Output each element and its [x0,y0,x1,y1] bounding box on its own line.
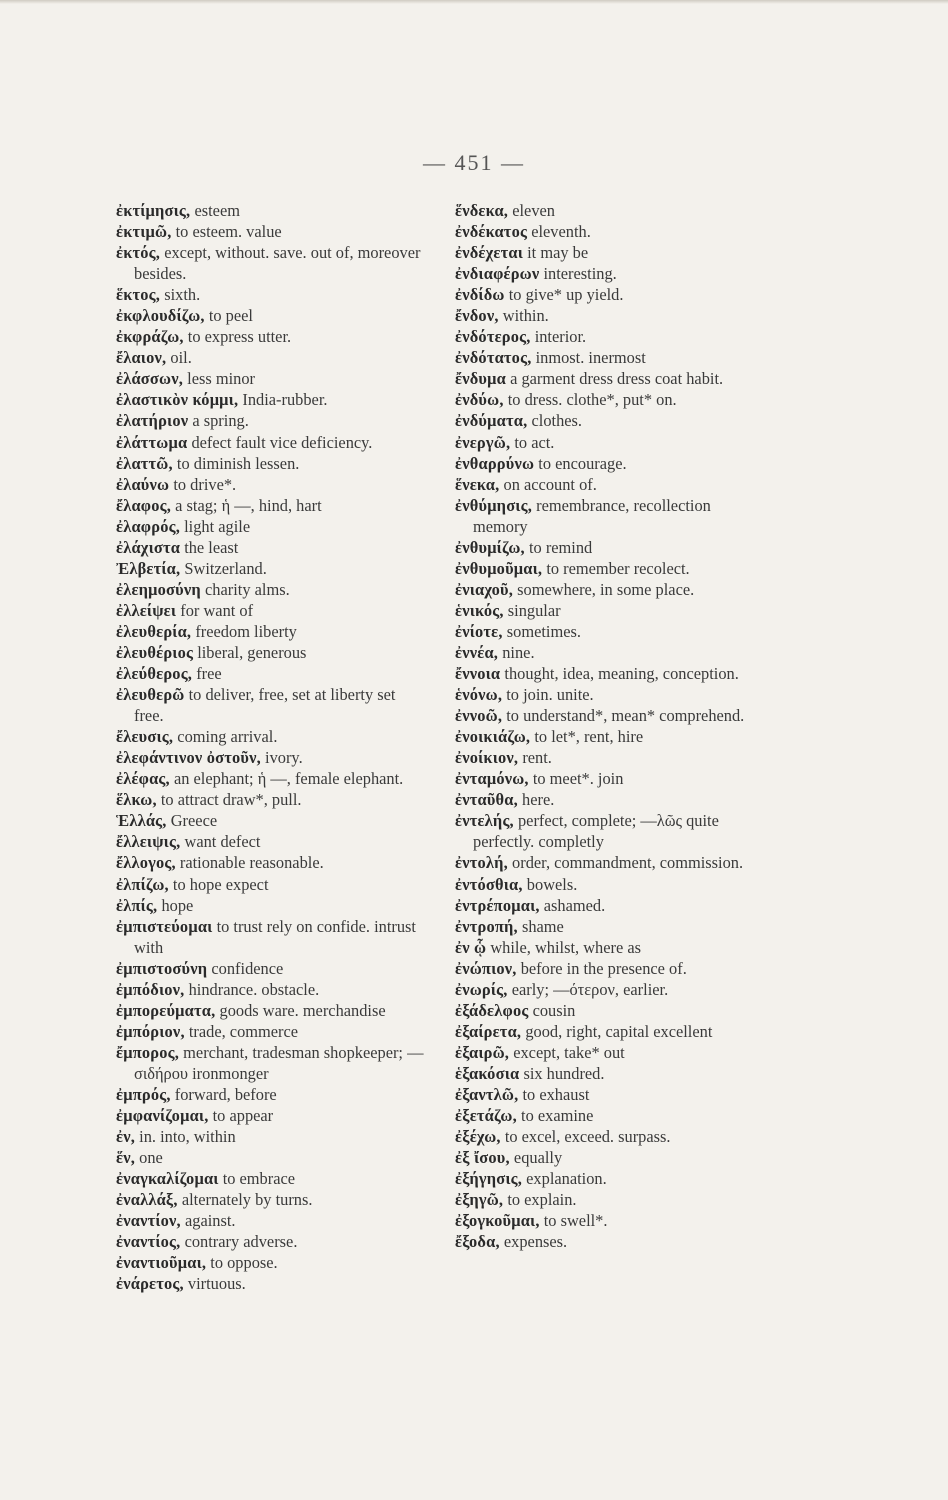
english-definition: for want of [180,600,254,620]
greek-headword: ἐνωρίς, [455,979,508,999]
dictionary-entry [455,453,767,474]
dictionary-entry [455,1210,767,1231]
english-definition: cousin [532,1000,576,1020]
dictionary-entry [455,1021,767,1042]
greek-headword: ἐκφράζω, [116,327,184,347]
dictionary-entry [116,874,426,895]
greek-headword: ἐλευθερῶ [116,685,185,705]
dictionary-entry [455,1168,767,1189]
greek-headword: ἐλαύνω [116,474,170,494]
dictionary-entry [455,410,767,431]
greek-headword: ἐνδότερος, [455,327,531,347]
greek-headword: ἐκτιμῶ, [116,222,172,242]
dictionary-entry [455,495,767,537]
greek-headword: ἐκφλουδίζω, [116,306,205,326]
english-definition: to encourage. [538,453,627,473]
dictionary-entry [116,810,426,831]
dictionary-entry [116,305,426,326]
english-definition: ivory. [265,748,303,768]
dictionary-entry [116,684,426,726]
greek-headword: ἐναλλάξ, [116,1190,178,1210]
greek-headword: ἐκτός, [116,243,161,263]
english-definition: nine. [502,642,535,662]
greek-headword: ἐναγκαλίζομαι [116,1169,219,1189]
greek-headword: ἐλευθέριος [116,642,194,662]
english-definition: to give* up yield. [508,285,624,305]
dictionary-entry [116,1168,426,1189]
greek-headword: ἐντόσθια, [455,874,523,894]
greek-headword: ἐξαντλῶ, [455,1084,519,1104]
dictionary-entry [455,305,767,326]
english-definition: to meet*. join [532,769,624,789]
english-definition: oil. [170,348,192,368]
dictionary-entry [116,1042,426,1084]
greek-headword: ἐντρέπομαι, [455,895,540,915]
dictionary-entry [116,1252,426,1273]
english-definition: except, take* out [513,1042,625,1062]
english-definition: to appear [212,1106,274,1126]
dictionary-entry [116,663,426,684]
dictionary-entry [116,221,426,242]
english-definition: shame [521,916,564,936]
english-definition: order, commandment, commission. [512,853,744,873]
greek-headword: ἔλαιον, [116,348,167,368]
greek-headword: ἔλαφος, [116,495,172,515]
greek-headword: ἔνδον, [455,306,499,326]
dictionary-entry [455,621,767,642]
greek-headword: ἐνδιαφέρων [455,264,540,284]
greek-headword: ἐνεργῶ, [455,432,511,452]
greek-headword: ἐλαφρός, [116,516,181,536]
dictionary-entry [116,852,426,873]
english-definition: against. [184,1211,236,1231]
english-definition: contrary adverse. [184,1232,298,1252]
greek-headword: ἐξαίρετα, [455,1021,522,1041]
dictionary-entry [455,768,767,789]
greek-headword: ἐλαστικὸν κόμμι, [116,390,239,410]
english-definition: to remember recolect. [546,558,690,578]
dictionary-entry [116,432,426,453]
greek-headword: ἐλάχιστα [116,537,181,557]
dictionary-entry [455,789,767,810]
english-definition: to esteem. value [175,222,282,242]
dictionary-entry [455,389,767,410]
dictionary-entry [455,1147,767,1168]
dictionary-entry [116,453,426,474]
english-definition: light agile [184,516,251,536]
english-definition: free [196,664,222,684]
english-definition: early; —ότερον, earlier. [511,979,669,999]
dictionary-entry [455,726,767,747]
dictionary-entry [455,1126,767,1147]
english-definition: rent. [522,748,552,768]
dictionary-entry [455,242,767,263]
english-definition: eleventh. [531,222,591,242]
dictionary-entry [455,368,767,389]
dictionary-entry [116,916,426,958]
greek-headword: ἐνώπιον, [455,958,517,978]
english-definition: trade, commerce [188,1021,299,1041]
greek-headword: ἐξαιρῶ, [455,1042,510,1062]
greek-headword: ἐντολή, [455,853,508,873]
english-definition: to oppose. [210,1253,278,1273]
english-definition: hindrance. obstacle. [188,979,320,999]
english-definition: confidence [211,958,284,978]
greek-headword: ἐξηγῶ, [455,1190,504,1210]
dictionary-entry [116,726,426,747]
greek-headword: ἑνικός, [455,600,504,620]
english-definition: explanation. [526,1169,607,1189]
english-definition: the least [184,537,239,557]
dictionary-entry [116,789,426,810]
english-definition: goods ware. merchandise [219,1000,386,1020]
english-definition: eleven [512,201,555,220]
dictionary-entry [455,684,767,705]
english-definition: to express utter. [187,327,292,347]
greek-headword: ἐλεημοσύνη [116,579,201,599]
english-definition: rationable reasonable. [179,853,324,873]
greek-headword: ἔλευσις, [116,727,174,747]
greek-headword: ἐξογκοῦμαι, [455,1211,540,1231]
greek-headword: Ἑλλάς, [116,811,167,831]
dictionary-entry [455,705,767,726]
dictionary-entry [116,284,426,305]
greek-headword: ἐμπόριον, [116,1021,185,1041]
dictionary-entry [455,663,767,684]
dictionary-entry [455,263,767,284]
dictionary-entry [455,1063,767,1084]
greek-headword: ἐνάρετος, [116,1274,184,1294]
dictionary-entry [116,1126,426,1147]
dictionary-entry [455,1231,767,1252]
dictionary-entry [455,747,767,768]
english-definition: an elephant; ἡ —, female elephant. [173,769,404,789]
english-definition: forward, before [174,1084,277,1104]
dictionary-entry [455,642,767,663]
dictionary-entry [455,474,767,495]
dictionary-entry [116,958,426,979]
english-definition: to explain. [507,1190,577,1210]
english-definition: to exhaust [522,1084,590,1104]
page-top-edge [0,0,948,4]
dictionary-entry [116,600,426,621]
english-definition: to trust rely on confide. intrust with [134,916,416,957]
english-definition: alternately by turns. [181,1190,313,1210]
greek-headword: ἐλατήριον [116,411,189,431]
english-definition: to join. unite. [506,685,594,705]
dictionary-entry [116,326,426,347]
english-definition: to swell*. [543,1211,608,1231]
dictionary-entry [116,516,426,537]
english-definition: remembrance, recollection memory [473,495,711,536]
english-definition: to dress. clothe*, put* on. [507,390,677,410]
dictionary-entry [455,326,767,347]
greek-headword: ἐνδότατος, [455,348,532,368]
dictionary-entry [116,1231,426,1252]
greek-headword: ἐνθαρρύνω [455,453,535,473]
dictionary-entry [455,558,767,579]
english-definition: inmost. inermost [535,348,646,368]
english-definition: bowels. [526,874,578,894]
page-number: — 451 — [423,150,525,175]
english-definition: perfect, complete; —λῶς quite perfectly. completly [473,811,719,852]
english-definition: interior. [534,327,587,347]
greek-headword: ἐλάττωμα [116,432,188,452]
english-definition: except, without. save. out of, moreover besides. [134,243,421,284]
greek-headword: ἔννοια [455,664,501,684]
english-definition: while, whilst, where as [490,937,641,957]
dictionary-entry [455,1042,767,1063]
greek-headword: ἐνδέχεται [455,243,523,263]
english-definition: Greece [170,811,218,831]
greek-headword: ἐλάσσων, [116,369,184,389]
english-definition: to excel, exceed. surpass. [504,1127,671,1147]
dictionary-entry [116,895,426,916]
english-definition: it may be [527,243,589,263]
dictionary-entry [455,284,767,305]
greek-headword: ἔξοδα, [455,1232,500,1252]
greek-headword: ἐλέφας, [116,769,170,789]
greek-headword: ἐνδύω, [455,390,504,410]
dictionary-entry [116,579,426,600]
english-definition: liberal, generous [197,642,307,662]
greek-headword: ἕλκω, [116,790,157,810]
greek-headword: ἐνοίκιον, [455,748,519,768]
dictionary-entry [455,874,767,895]
english-definition: to hope expect [172,874,269,894]
english-definition: in. into, within [139,1127,236,1147]
english-definition: a stag; ἡ —, hind, hart [175,495,322,515]
greek-headword: ἐξετάζω, [455,1106,517,1126]
left-column [116,200,426,1294]
english-definition: within. [502,306,549,326]
dictionary-entry [116,389,426,410]
dictionary-entry [116,642,426,663]
greek-headword: ἕν, [116,1148,136,1168]
dictionary-entry [455,200,767,221]
dictionary-entry [455,221,767,242]
english-definition: interesting. [543,264,617,284]
greek-headword: ἐνιαχοῦ, [455,579,514,599]
dictionary-entry [455,1000,767,1021]
english-definition: to deliver, free, set at liberty set free. [134,685,396,726]
english-definition: coming arrival. [177,727,278,747]
dictionary-entry [116,621,426,642]
dictionary-entry [455,937,767,958]
english-definition: singular [507,600,561,620]
english-definition: to examine [521,1106,594,1126]
english-definition: a garment dress dress coat habit. [510,369,724,389]
greek-headword: ἐνθυμίζω, [455,537,525,557]
dictionary-entry [455,895,767,916]
greek-headword: ἕκτος, [116,285,161,305]
english-definition: less minor [187,369,255,389]
english-definition: on account of. [503,474,597,494]
dictionary-entry [116,1210,426,1231]
greek-headword: ἐλευθερία, [116,621,192,641]
greek-headword: ἐνδίδω [455,285,505,305]
dictionary-entry [116,242,426,284]
greek-headword: ἐννέα, [455,642,499,662]
dictionary-entry [116,747,426,768]
greek-headword: ἐλλείψει [116,600,177,620]
dictionary-entry [455,916,767,937]
dictionary-entry [116,1000,426,1021]
greek-headword: ἐμπιστεύομαι [116,916,213,936]
greek-headword: ἐλπίζω, [116,874,169,894]
english-definition: clothes. [531,411,583,431]
greek-headword: ἐνδύματα, [455,411,528,431]
greek-headword: ἐμπόδιον, [116,979,185,999]
right-column [455,200,767,1252]
english-definition: to attract draw*, pull. [160,790,302,810]
greek-headword: ἐναντιοῦμαι, [116,1253,207,1273]
greek-headword: ἐμπορεύματα, [116,1000,216,1020]
greek-headword: ἐξέχω, [455,1127,501,1147]
dictionary-entry [455,979,767,1000]
dictionary-entry [116,347,426,368]
dictionary-entry [455,958,767,979]
greek-headword: ἐλεφάντινον ὀστοῦν, [116,748,261,768]
dictionary-entry [116,474,426,495]
greek-headword: ἑξακόσια [455,1063,520,1083]
english-definition: esteem [194,201,240,220]
greek-headword: ἐλεύθερος, [116,664,193,684]
greek-headword: ἐνίοτε, [455,621,503,641]
dictionary-entry [455,537,767,558]
english-definition: defect fault vice deficiency. [191,432,373,452]
english-definition: to drive*. [173,474,237,494]
english-definition: before in the presence of. [520,958,687,978]
dictionary-entry [116,537,426,558]
greek-headword: ἐκτίμησις, [116,201,191,220]
english-definition: six hundred. [523,1063,605,1083]
dictionary-entry [116,368,426,389]
english-definition: to remind [528,537,593,557]
english-definition: a spring. [192,411,249,431]
dictionary-entry [116,1189,426,1210]
english-definition: to embrace [222,1169,296,1189]
english-definition: to act. [514,432,555,452]
greek-headword: ἐλπίς, [116,895,158,915]
dictionary-entry [455,810,767,852]
dictionary-entry [116,200,426,221]
english-definition: virtuous. [187,1274,246,1294]
english-definition: equally [513,1148,563,1168]
english-definition: charity alms. [205,579,290,599]
greek-headword: ἐν ᾧ [455,937,487,957]
dictionary-entry [116,768,426,789]
greek-headword: ἐντελής, [455,811,514,831]
greek-headword: ἔνδυμα [455,369,506,389]
dictionary-entry [116,558,426,579]
greek-headword: ἔλλογος, [116,853,176,873]
english-definition: somewhere, in some place. [517,579,695,599]
english-definition: Switzerland. [184,558,267,578]
dictionary-entry [116,1273,426,1294]
english-definition: here. [522,790,555,810]
greek-headword: ἐξήγησις, [455,1169,523,1189]
greek-headword: ἕνεκα, [455,474,500,494]
english-definition: hope [161,895,194,915]
greek-headword: ἐνδέκατος [455,222,528,242]
greek-headword: ἐννοῶ, [455,706,503,726]
greek-headword: ἐνταμόνω, [455,769,529,789]
dictionary-entry [455,1105,767,1126]
dictionary-entry [116,979,426,1000]
dictionary-entry [116,831,426,852]
english-definition: India-rubber. [242,390,328,410]
dictionary-entry [116,410,426,431]
dictionary-entry [116,1084,426,1105]
english-definition: merchant, tradesman shopkeeper; — σιδήρου ironmonger [134,1042,424,1083]
dictionary-entry [455,1084,767,1105]
greek-headword: ἐνταῦθα, [455,790,518,810]
greek-headword: ἐμφανίζομαι, [116,1106,209,1126]
greek-headword: ἕνδεκα, [455,201,509,220]
greek-headword: ἐναντίος, [116,1232,181,1252]
dictionary-entry [455,579,767,600]
greek-headword: ἐξάδελφος [455,1000,529,1020]
dictionary-entry [455,432,767,453]
greek-headword: ἑνόνω, [455,685,503,705]
english-definition: to peel [208,306,253,326]
dictionary-entry [116,1021,426,1042]
greek-headword: ἐνθυμοῦμαι, [455,558,543,578]
greek-headword: ἐνθύμησις, [455,495,532,515]
english-definition: sometimes. [506,621,581,641]
greek-headword: ἐναντίον, [116,1211,181,1231]
greek-headword: ἐν, [116,1127,136,1147]
dictionary-entry [116,1147,426,1168]
greek-headword: Ἐλβετία, [116,558,181,578]
greek-headword: ἐλαττῶ, [116,453,173,473]
english-definition: want defect [184,832,261,852]
english-definition: to diminish lessen. [176,453,300,473]
english-definition: thought, idea, meaning, conception. [504,664,739,684]
greek-headword: ἔλλειψις, [116,832,181,852]
greek-headword: ἐξ ἴσου, [455,1148,510,1168]
english-definition: to understand*, mean* comprehend. [506,706,745,726]
dictionary-entry [455,347,767,368]
greek-headword: ἔμπορος, [116,1042,180,1062]
greek-headword: ἐνοικιάζω, [455,727,531,747]
english-definition: one [139,1148,163,1168]
dictionary-entry [455,600,767,621]
dictionary-entry [116,1105,426,1126]
english-definition: sixth. [164,285,201,305]
english-definition: to let*, rent, hire [534,727,644,747]
english-definition: good, right, capital excellent [525,1021,713,1041]
dictionary-entry [455,1189,767,1210]
english-definition: freedom liberty [195,621,297,641]
greek-headword: ἐμπρός, [116,1084,171,1104]
english-definition: ashamed. [543,895,606,915]
dictionary-entry [116,495,426,516]
greek-headword: ἐμπιστοσύνη [116,958,208,978]
english-definition: expenses. [503,1232,568,1252]
greek-headword: ἐντροπή, [455,916,518,936]
dictionary-entry [455,852,767,873]
